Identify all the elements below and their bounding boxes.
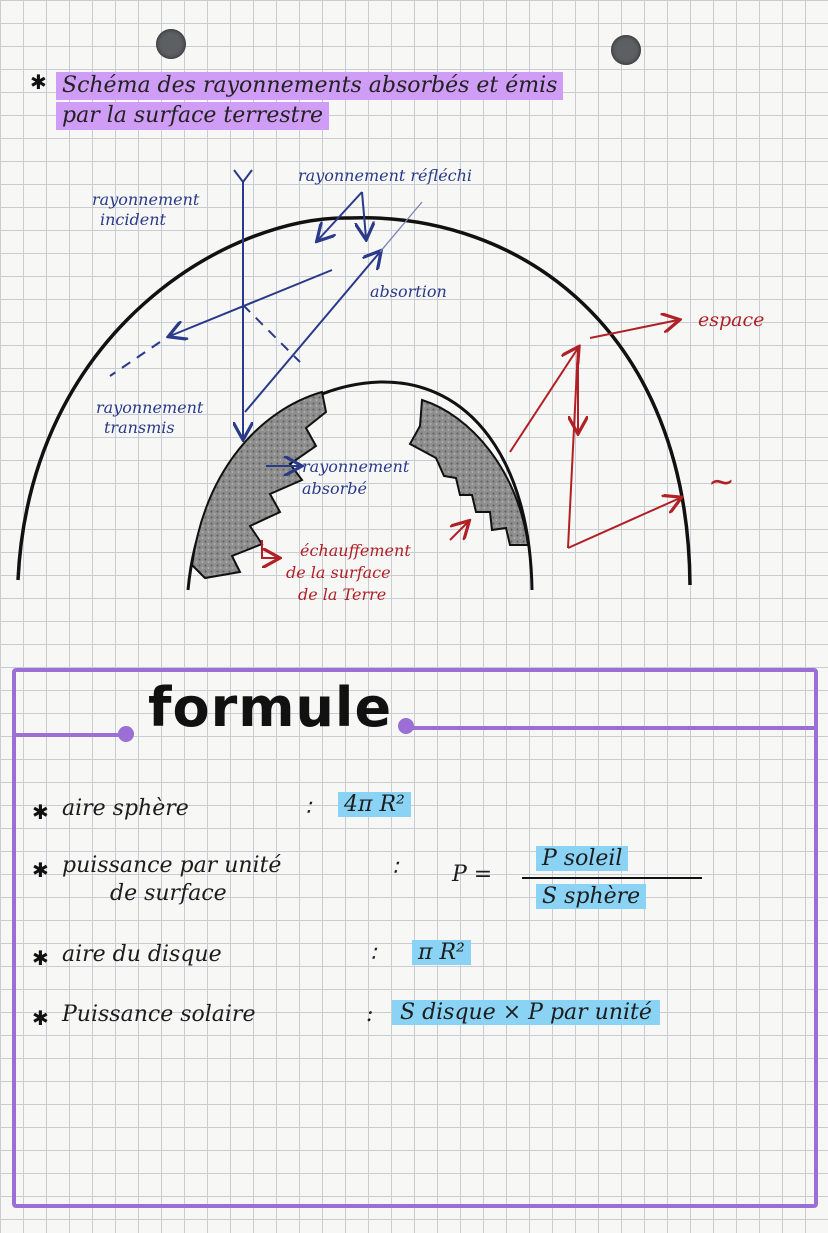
- bullet-3: ✱: [32, 946, 49, 970]
- page-title-line2: par la surface terrestre: [56, 102, 329, 130]
- title-bullet: ✱: [30, 70, 47, 94]
- label-incident-line1: rayonnement: [92, 190, 200, 209]
- label-transmitted: [96, 398, 203, 438]
- label-heating-line3: de la Terre: [298, 585, 387, 604]
- formula-dot-left: [118, 726, 134, 742]
- heating-hook: [262, 540, 278, 558]
- label-transmitted-line2: transmis: [104, 418, 175, 437]
- formula-rule-left: [12, 733, 128, 737]
- bullet-4: ✱: [32, 1006, 49, 1030]
- emitted-ray-3: [568, 498, 680, 548]
- formula-power-unit-lhs: P =: [452, 862, 493, 887]
- formula-power-unit-sep: ∶: [392, 856, 398, 881]
- label-heating: [286, 540, 411, 606]
- wave-symbol: ~: [708, 462, 735, 500]
- emitted-ray-2: [568, 348, 578, 548]
- label-absorption: absortion: [370, 282, 447, 301]
- label-absorbed-line2: absorbé: [302, 479, 367, 498]
- formula-solar-power-value: S disque × P par unité: [392, 1000, 660, 1025]
- scattered-ray: [170, 270, 332, 336]
- formula-sphere-area-sep: ∶: [305, 796, 311, 821]
- formula-title: formule: [148, 676, 393, 739]
- label-heating-line1: échauffement: [300, 541, 411, 560]
- formula-solar-power-sep: :: [366, 1002, 374, 1027]
- label-absorbed-line1: rayonnement: [302, 457, 410, 476]
- label-space: espace: [698, 309, 765, 331]
- absorbed-diag-ray: [245, 252, 380, 412]
- label-reflected: rayonnement réfléchi: [298, 166, 473, 185]
- label-incident-line2: incident: [100, 210, 166, 229]
- formula-disk-area-label: aire du disque: [62, 942, 222, 967]
- formula-sphere-area-value: 4π R²: [338, 792, 411, 817]
- formula-denominator: S sphère: [536, 884, 646, 909]
- label-transmitted-line1: rayonnement: [96, 398, 204, 417]
- formula-sphere-area-label: aire sphère: [62, 796, 189, 821]
- page-title-line1: Schéma des rayonnements absorbés et émis: [56, 72, 563, 100]
- formula-power-unit-label: [62, 852, 281, 908]
- reflected-ray-2: [362, 192, 366, 238]
- heating-arrow: [450, 522, 468, 540]
- formula-disk-area-sep: ∶: [370, 942, 376, 967]
- formula-numerator: P soleil: [536, 846, 628, 871]
- label-incident: [92, 190, 199, 230]
- formula-power-unit-label-line1: puissance par unité: [62, 853, 282, 878]
- formula-box: [12, 668, 818, 1208]
- reflected-ray-1: [318, 192, 362, 240]
- bullet-2: ✱: [32, 858, 49, 882]
- formula-disk-area-value: π R²: [412, 940, 471, 965]
- bullet-1: ✱: [32, 800, 49, 824]
- emitted-ray-1: [510, 348, 578, 452]
- label-absorbed: [302, 456, 409, 500]
- label-heating-line2: de la surface: [286, 563, 391, 582]
- formula-power-unit-label-line2: de surface: [110, 881, 227, 906]
- formula-rule-right: [410, 726, 818, 730]
- fraction-bar: [522, 877, 702, 879]
- formula-solar-power-label: Puissance solaire: [62, 1002, 256, 1027]
